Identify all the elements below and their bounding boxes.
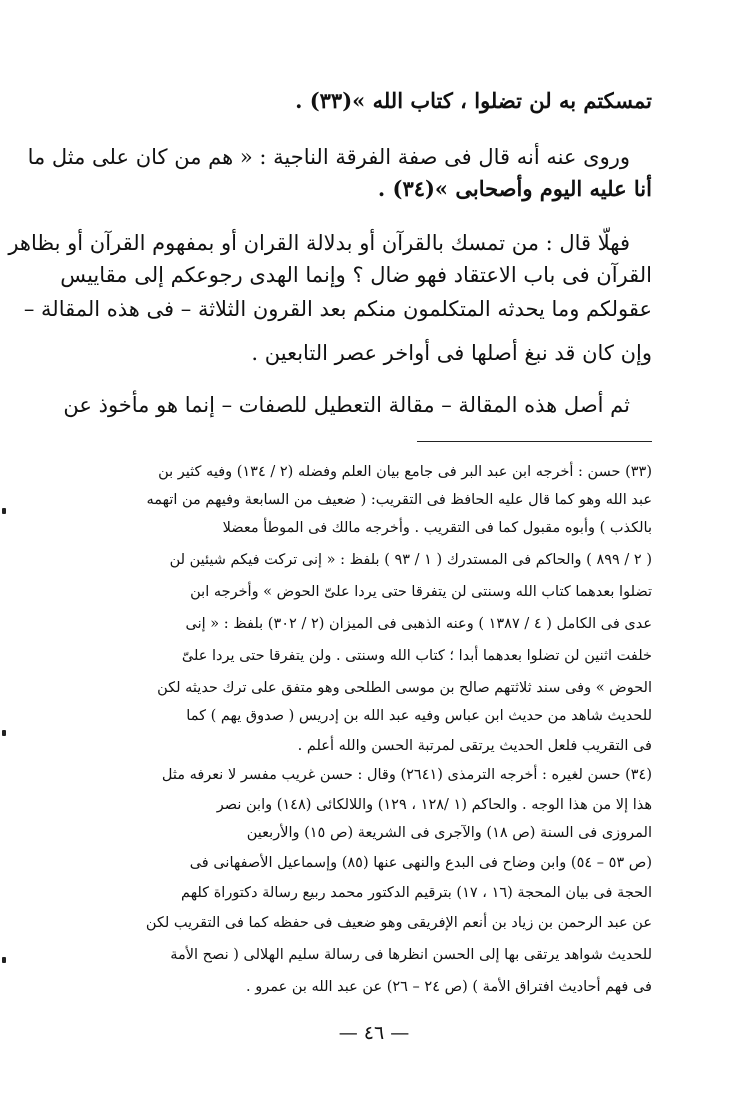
footnote-34-line-6: عن عبد الرحمن بن زياد بن أنعم الإفريقى وهو ضعيف فى حفظه كما فى التقريب لكن: [145, 915, 652, 931]
footnote-33-line-9: للحديث شاهد من حديث ابن عباس وفيه عبد الله بن إدريس ( صدوق يهم ) كما: [186, 708, 652, 724]
main-line-1: تمسكتم به لن تضلوا ، كتاب الله »(٣٣) .: [295, 88, 652, 113]
footnote-34-line-7: للحديث شواهد يرتقى بها إلى الحسن انظرها فى رسالة سليم الهلالى ( نصح الأمة: [170, 947, 652, 963]
main-line-2: وروى عنه أنه قال فى صفة الفرقة الناجية : « هم من كان على مثل ما: [27, 145, 630, 169]
footnote-33-line-7: خلفت اثنين لن تضلوا بعدهما أبدا ؛ كتاب الله وسنتى . ولن يتفرقا حتى يردا علىّ: [181, 648, 652, 664]
footnote-34-line-8: فى فهم أحاديث افتراق الأمة ) (ص ٢٤ – ٢٦) عن عبد الله بن عمرو .: [245, 979, 652, 995]
footnote-33-line-3: بالكذب ) وأبوه مقبول كما فى التقريب . وأخرجه مالك فى الموطأ معضلا: [222, 520, 652, 536]
footnote-33-line-6: عدى فى الكامل ( ٤ / ١٣٨٧ ) وعنه الذهبى فى الميزان (٢ / ٣٠٢) بلفظ : « إنى: [185, 616, 652, 632]
footnote-34-line-3: المروزى فى السنة (ص ١٨) والآجرى فى الشريعة (ص ١٥) والأربعين: [246, 825, 652, 841]
footnote-33-line-1: (٣٣) حسن : أخرجه ابن عبد البر فى جامع بيان العلم وفضله (٢ / ١٣٤) وفيه كثير بن: [158, 464, 652, 480]
footnote-34-line-2: هذا إلا من هذا الوجه . والحاكم (١ /١٢٨ ، ١٢٩) واللالكائى (١٤٨) وابن نصر: [216, 797, 652, 813]
main-line-5: القرآن فى باب الاعتقاد فهو ضال ؟ وإنما الهدى رجوعكم إلى مقاييس: [60, 263, 652, 287]
footnote-33-line-4: ( ٢ / ٨٩٩ ) والحاكم فى المستدرك ( ١ / ٩٣ ) بلفظ : « إنى تركت فيكم شيئين لن: [169, 552, 652, 568]
footnote-separator: [417, 441, 652, 442]
scan-mark-3: [2, 957, 6, 963]
scan-mark-2: [2, 730, 6, 736]
footnote-34-line-5: الحجة فى بيان المحجة (١٦ ، ١٧) بترقيم الدكتور محمد ربيع رسالة دكتوراة كلهم: [181, 885, 652, 901]
footnote-34-line-4: (ص ٥٣ – ٥٤) وابن وضاح فى البدع والنهى عنها (٨٥) وإسماعيل الأصفهانى فى: [189, 855, 652, 871]
footnote-33-line-2: عبد الله وهو كما قال عليه الحافظ فى التقريب: ( ضعيف من السابعة وفيهم من اتهمه: [146, 492, 652, 508]
page-number: — ٤٦ —: [338, 1022, 410, 1044]
footnote-34-line-1: (٣٤) حسن لغيره : أخرجه الترمذى (٢٦٤١) وقال : حسن غريب مفسر لا نعرفه مثل: [161, 767, 652, 783]
main-line-3: أنا عليه اليوم وأصحابى »(٣٤) .: [377, 176, 652, 201]
footnote-33-line-10: فى التقريب فلعل الحديث يرتقى لمرتبة الحسن والله أعلم .: [297, 738, 652, 754]
footnote-33-line-5: تضلوا بعدهما كتاب الله وسنتى لن يتفرقا حتى يردا علىّ الحوض » وأخرجه ابن: [190, 584, 652, 600]
main-line-7: وإن كان قد نبغ أصلها فى أواخر عصر التابعين .: [251, 341, 652, 365]
scan-mark-1: [2, 508, 6, 514]
footnote-33-line-8: الحوض » وفى سند ثلاثتهم صالح بن موسى الطلحى وهو متفق على ترك حديثه لكن: [157, 680, 652, 696]
main-line-4: فهلّا قال : من تمسك بالقرآن أو بدلالة القران أو بمفهوم القرآن أو بظاهر: [8, 231, 630, 255]
main-line-8: ثم أصل هذه المقالة – مقالة التعطيل للصفات – إنما هو مأخوذ عن: [63, 393, 630, 417]
main-line-6: عقولكم وما يحدثه المتكلمون منكم بعد القرون الثلاثة – فى هذه المقالة –: [23, 297, 652, 321]
